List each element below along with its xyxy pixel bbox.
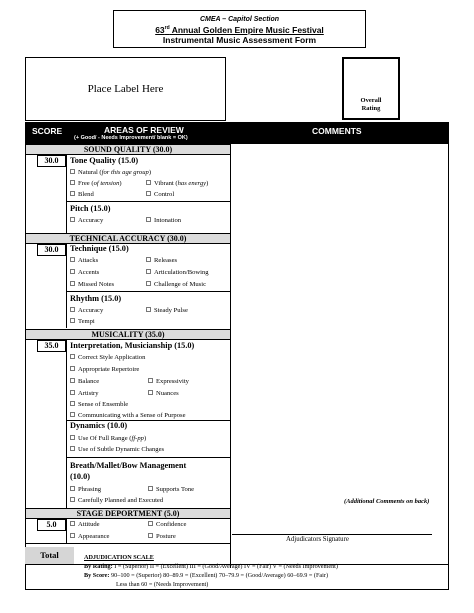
section-technical-accuracy: TECHNICAL ACCURACY (30.0) — [26, 233, 230, 244]
section-musicality: MUSICALITY (35.0) — [26, 329, 230, 340]
section-sound-quality: SOUND QUALITY (30.0) — [26, 144, 230, 155]
checkbox-challenge[interactable]: Challenge of Music — [146, 280, 206, 289]
interpretation-heading: Interpretation, Musicianship (15.0) — [70, 341, 195, 350]
comments-column-header: COMMENTS — [312, 126, 362, 136]
dynamics-heading: Dynamics (10.0) — [70, 421, 128, 430]
pitch-heading: Pitch (15.0) — [70, 204, 111, 213]
total-score-cell[interactable]: Total — [25, 547, 74, 564]
checkbox-nuances[interactable]: Nuances — [148, 389, 179, 398]
signature-label: Adjudicators Signature — [286, 536, 349, 543]
checkbox-repertoire[interactable]: Appropriate Repertoire — [70, 365, 139, 374]
row-divider — [26, 543, 230, 544]
festival-name: Annual Golden Empire Music Festival — [169, 25, 324, 35]
scale-by-rating: By Rating: I = (Superior) II = (Excellent) III = (Good/Average) IV = (Fair) V = (Needs Improvement) — [84, 563, 338, 570]
checkbox-phrasing[interactable]: Phrasing — [70, 485, 101, 494]
checkbox-pitch-accuracy[interactable]: Accuracy — [70, 216, 103, 225]
breath-points: (10.0) — [70, 472, 91, 481]
score-column-header: SCORE — [32, 126, 63, 136]
checkbox-control[interactable]: Control — [146, 190, 174, 199]
breath-heading: Breath/Mallet/Bow Management — [70, 461, 187, 470]
column-line — [66, 244, 67, 328]
row-divider — [66, 457, 230, 458]
row-divider — [66, 291, 230, 292]
additional-comments-note: (Additional Comments on back) — [344, 498, 430, 505]
checkbox-steady-pulse[interactable]: Steady Pulse — [146, 306, 188, 315]
label-placeholder: Place Label Here — [25, 57, 226, 121]
technical-score[interactable]: 30.0 — [37, 244, 66, 256]
signature-line[interactable] — [232, 534, 432, 535]
checkbox-expressivity[interactable]: Expressivity — [148, 377, 189, 386]
column-line — [66, 340, 67, 508]
checkbox-releases[interactable]: Releases — [146, 256, 177, 265]
checkbox-supports-tone[interactable]: Supports Tone — [148, 485, 194, 494]
checkbox-purpose[interactable]: Communicating with a Sense of Purpose — [70, 411, 186, 420]
checkbox-intonation[interactable]: Intonation — [146, 216, 181, 225]
checkbox-vibrant[interactable]: Vibrant (has energy) — [146, 179, 208, 188]
areas-column-header: AREAS OF REVIEW — [104, 125, 184, 135]
checkbox-full-range[interactable]: Use Of Full Range (ff-pp) — [70, 434, 146, 443]
checkbox-appearance[interactable]: Appearance — [70, 532, 109, 541]
column-line — [66, 155, 67, 233]
festival-number: 63 — [155, 25, 165, 35]
checkbox-balance[interactable]: Balance — [70, 377, 99, 386]
rhythm-heading: Rhythm (15.0) — [70, 294, 122, 303]
technique-heading: Technique (15.0) — [70, 244, 129, 253]
festival-title — [114, 25, 365, 35]
column-header-bar — [26, 123, 448, 144]
sound-score[interactable]: 30.0 — [37, 155, 66, 167]
section-name: CMEA – Capitol Section — [199, 16, 280, 23]
overall-label: Overall — [360, 97, 382, 104]
rating-label: Rating — [361, 105, 381, 112]
festival-ordinal: rd — [164, 25, 170, 32]
checkbox-free[interactable]: Free (of tension) — [70, 179, 122, 188]
overall-rating-box[interactable] — [342, 57, 400, 120]
scale-less-than: Less than 60 = (Needs Improvement) — [116, 581, 209, 588]
checkbox-attacks[interactable]: Attacks — [70, 256, 98, 265]
checkbox-missed-notes[interactable]: Missed Notes — [70, 280, 114, 289]
checkbox-tempi[interactable]: Tempi — [70, 317, 95, 326]
comments-area[interactable] — [231, 144, 447, 496]
checkbox-posture[interactable]: Posture — [148, 532, 176, 541]
adjudication-scale-title: ADJUDICATION SCALE — [84, 554, 154, 561]
checkbox-ensemble[interactable]: Sense of Ensemble — [70, 400, 128, 409]
checkbox-subtle-dynamics[interactable]: Use of Subtle Dynamic Changes — [70, 445, 164, 454]
form-header — [113, 10, 366, 48]
rating-legend: (+ Good/ - Needs Improvement/ blank = OK) — [74, 135, 188, 141]
checkbox-articulation[interactable]: Articulation/Bowing — [146, 268, 209, 277]
musicality-score[interactable]: 35.0 — [37, 340, 66, 352]
stage-score[interactable]: 5.0 — [37, 519, 66, 531]
section-stage-deportment: STAGE DEPORTMENT (5.0) — [26, 508, 230, 519]
checkbox-confidence[interactable]: Confidence — [148, 520, 186, 529]
checkbox-blend[interactable]: Blend — [70, 190, 94, 199]
form-title: Instrumental Music Assessment Form — [162, 35, 317, 45]
checkbox-attitude[interactable]: Attitude — [70, 520, 100, 529]
row-divider — [66, 201, 230, 202]
column-line — [66, 519, 67, 543]
checkbox-rhythm-accuracy[interactable]: Accuracy — [70, 306, 103, 315]
checkbox-natural[interactable]: Natural (for this age group) — [70, 168, 151, 177]
checkbox-carefully-planned[interactable]: Carefully Planned and Executed — [70, 496, 163, 505]
checkbox-artistry[interactable]: Artistry — [70, 389, 99, 398]
checkbox-accents[interactable]: Accents — [70, 268, 99, 277]
checkbox-correct-style[interactable]: Correct Style Application — [70, 353, 145, 362]
tone-quality-heading: Tone Quality (15.0) — [70, 156, 139, 165]
scale-by-score: By Score: 90–100 = (Superior) 80–89.9 = (Excellent) 70–79.9 = (Good/Average) 60–69.9 = (Fair) — [84, 572, 328, 579]
